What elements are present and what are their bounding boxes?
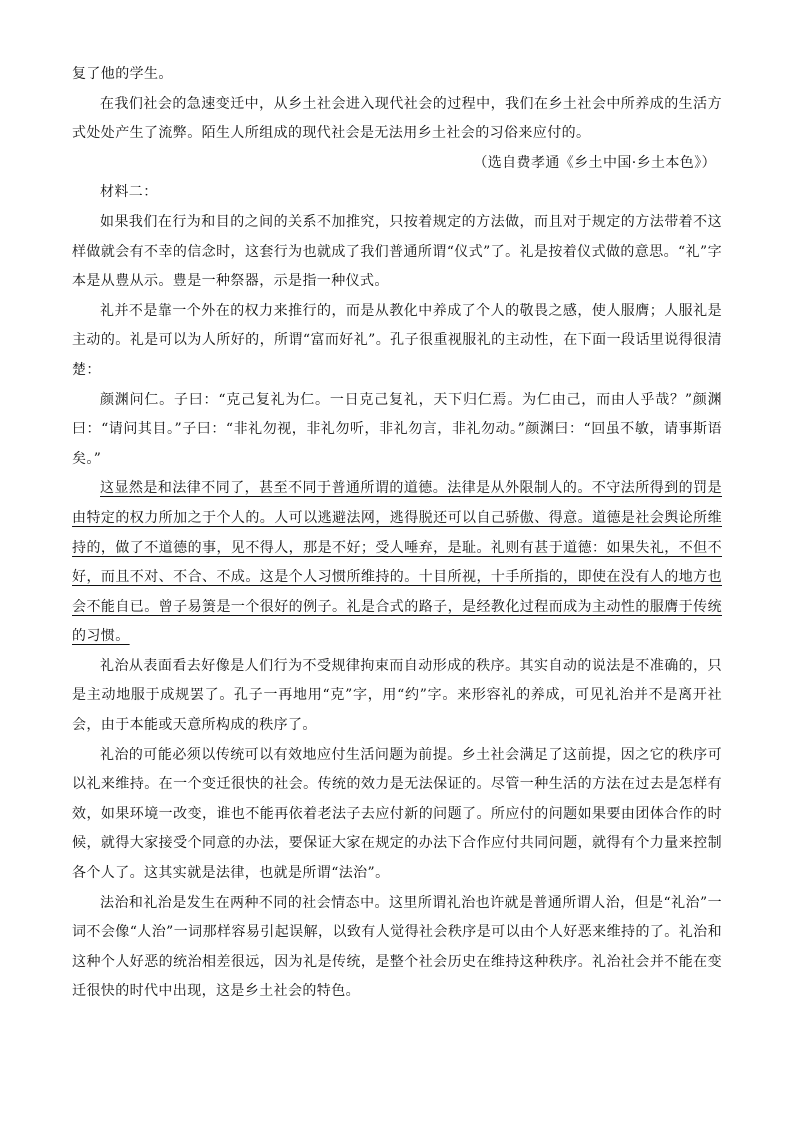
paragraph-ritual-definition: 如果我们在行为和目的之间的关系不加推究，只按着规定的方法做，而且对于规定的方法带着不这样做就会有不幸的信念时，这套行为也就成了我们普通所谓“仪式”了。礼是按着仪式做的意思。“礼”字本是从豊从示。豊是一种祭器，示是指一种仪式。 [72, 213, 722, 290]
paragraph-social-change: 在我们社会的急速变迁中，从乡土社会进入现代社会的过程中，我们在乡土社会中所养成的生活方式处处产生了流弊。陌生人所组成的现代社会是无法用乡土社会的习俗来应付的。 [72, 95, 722, 142]
paragraph-ritual-order: 礼治从表面看去好像是人们行为不受规律拘束而自动形成的秩序。其实自动的说法是不准确的，只是主动地服于成规罢了。孔子一再地用“克”字，用“约”字。来形容礼的养成，可见礼治并不是离开社会，由于本能或天意所构成的秩序了。 [72, 657, 722, 734]
paragraph-ritual-subjective: 礼并不是靠一个外在的权力来推行的，而是从教化中养成了个人的敬畏之感，使人服膺；人服礼是主动的。礼是可以为人所好的，所谓“富而好礼”。孔子很重视服礼的主动性，在下面一段话里说得很清楚： [72, 302, 722, 378]
source-citation: （选自费孝通《乡土中国·乡土本色》） [473, 154, 716, 171]
document-body [72, 60, 722, 1007]
paragraph-continuation: 复了他的学生。 [72, 66, 173, 82]
paragraph-two-conditions: 法治和礼治是发生在两种不同的社会情态中。这里所谓礼治也许就是普通所谓人治，但是“礼治”一词不会像“人治”一词那样容易引起误解，以致有人觉得社会秩序是可以由个人好恶来维持的了。礼治和这种个人好恶的统治相差很远，因为礼是传统，是整个社会历史在维持这种秩序。礼治社会并不能在变迁很快的时代中出现，这是乡土社会的特色。 [72, 894, 722, 1000]
paragraph-law-vs-ritual-underlined: 这显然是和法律不同了，甚至不同于普通所谓的道德。法律是从外限制人的。不守法所得到的罚是由特定的权力所加之于个人的。人可以逃避法网，逃得脱还可以自己骄傲、得意。道德是社会舆论所维持的，做了不道德的事，见不得人，那是不好；受人唾弃，是耻。礼则有甚于道德：如果失礼，不但不好，而且不对、不合、不成。这是个人习惯所维持的。十目所视，十手所指的，即使在没有人的地方也会不能自已。曾子易箦是一个很好的例子。礼是合式的路子，是经教化过程而成为主动性的服膺于传统的习惯。 [72, 480, 722, 645]
material-two-heading: 材料二： [100, 184, 158, 201]
paragraph-yan-yuan-quote: 颜渊问仁。子曰：“克己复礼为仁。一日克己复礼，天下归仁焉。为仁由己，而由人乎哉？”颜渊曰：“请问其目。”子曰：“非礼勿视，非礼勿听，非礼勿言，非礼勿动。”颜渊曰：“回虽不敏，请事斯语矣。” [72, 391, 722, 467]
paragraph-tradition: 礼治的可能必须以传统可以有效地应付生活问题为前提。乡土社会满足了这前提，因之它的秩序可以礼来维持。在一个变迁很快的社会。传统的效力是无法保证的。尽管一种生活的方法在过去是怎样有效，如果环境一改变，谁也不能再依着老法子去应付新的问题了。所应付的问题如果要由团体合作的时候，就得大家接受个同意的办法，要保证大家在规定的办法下合作应付共同问题，就得有个力量来控制各个人了。这其实就是法律，也就是所谓“法治”。 [72, 746, 722, 882]
